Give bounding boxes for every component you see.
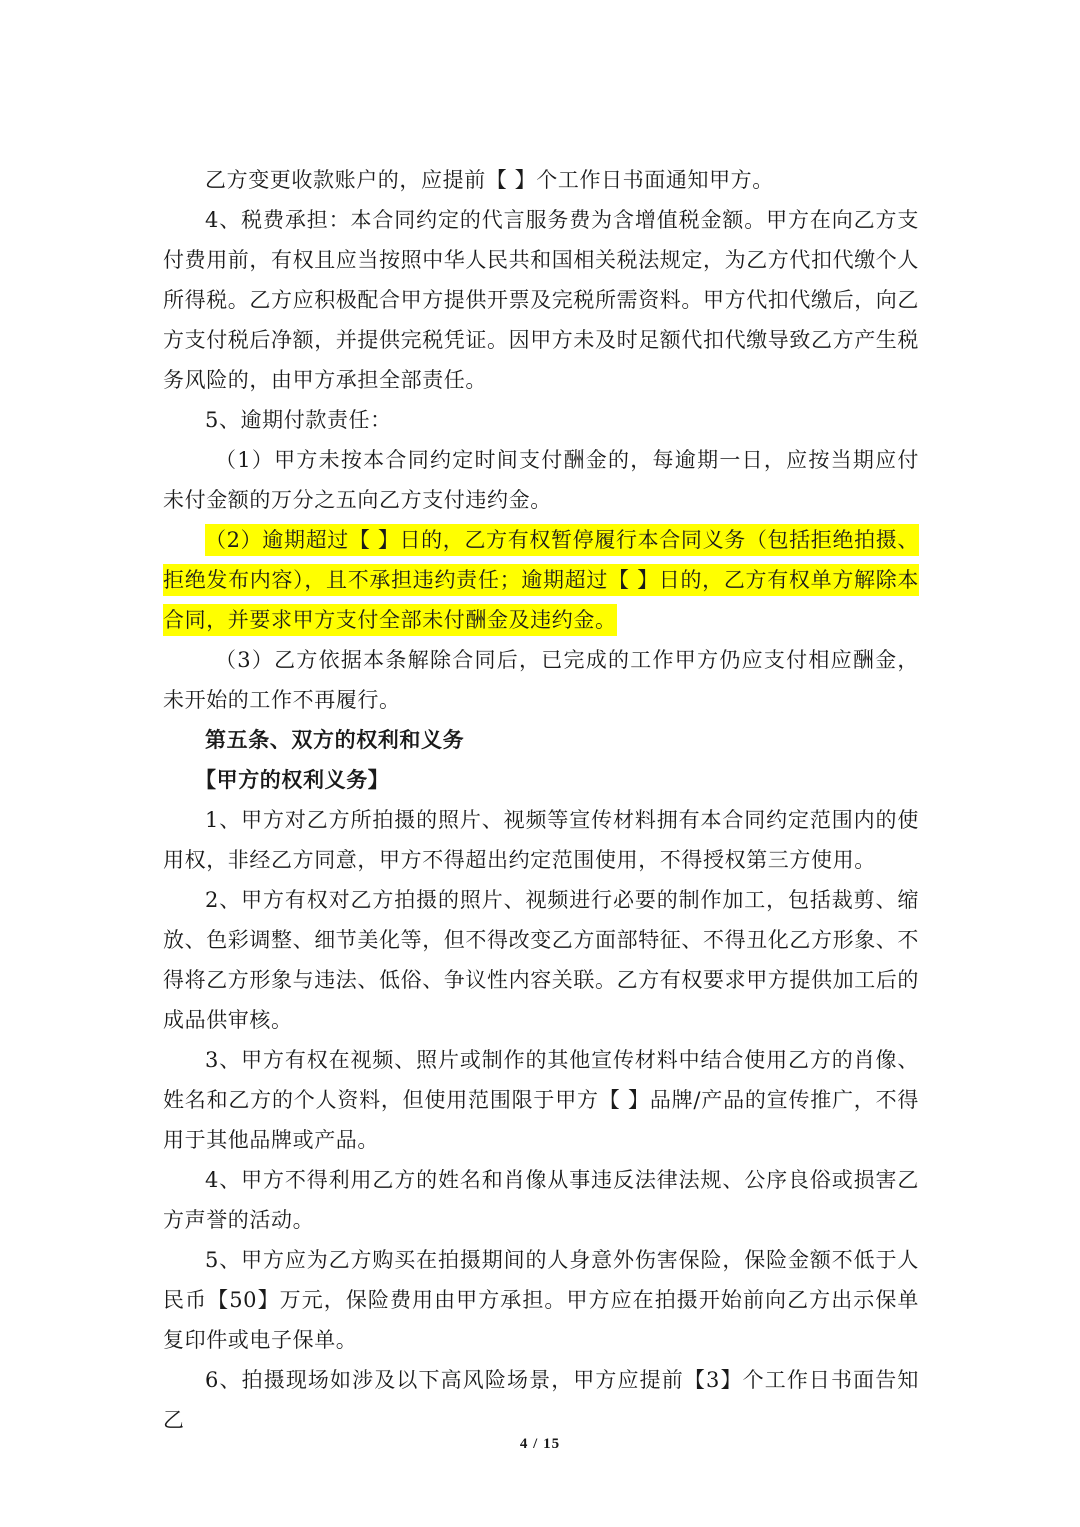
paragraph-tax: 4、税费承担：本合同约定的代言服务费为含增值税金额。甲方在向乙方支付费用前，有权且应当按照中华人民共和国相关税法规定，为乙方代扣代缴个人所得税。乙方应积极配合甲方提供开票及完税所需资料。甲方代扣代缴后，向乙方支付税后净额，并提供完税凭证。因甲方未及时足额代扣代缴导致乙方产生税务风险的，由甲方承担全部责任。 [163, 208, 919, 392]
highlighted-clause: （2）逾期超过【 】日的，乙方有权暂停履行本合同义务（包括拒绝拍摄、拒绝发布内容），且不承担违约责任；逾期超过【 】日的，乙方有权单方解除本合同，并要求甲方支付全部未付酬金及违约金。 [163, 524, 919, 636]
paragraph-account-change: 乙方变更收款账户的，应提前【 】个工作日书面通知甲方。 [205, 168, 774, 192]
subsection-title-party-a: 【甲方的权利义务】 [195, 768, 390, 792]
paragraph-insurance: 5、甲方应为乙方购买在拍摄期间的人身意外伤害保险，保险金额不低于人民币【50】万元，保险费用由甲方承担。甲方应在拍摄开始前向乙方出示保单复印件或电子保单。 [163, 1248, 919, 1352]
paragraph-prohibited-use: 4、甲方不得利用乙方的姓名和肖像从事违反法律法规、公序良俗或损害乙方声誉的活动。 [163, 1168, 919, 1232]
document-page [163, 160, 919, 1440]
page-number: 4 / 15 [519, 1436, 561, 1452]
paragraph-editing-rights: 2、甲方有权对乙方拍摄的照片、视频进行必要的制作加工，包括裁剪、缩放、色彩调整、细节美化等，但不得改变乙方面部特征、不得丑化乙方形象、不得将乙方形象与违法、低俗、争议性内容关联。乙方有权要求甲方提供加工后的成品供审核。 [163, 888, 919, 1032]
paragraph-late-payment-2 [163, 520, 919, 640]
paragraph-late-payment-3: （3）乙方依据本条解除合同后，已完成的工作甲方仍应支付相应酬金，未开始的工作不再履行。 [163, 648, 919, 712]
paragraph-portrait-usage: 3、甲方有权在视频、照片或制作的其他宣传材料中结合使用乙方的肖像、姓名和乙方的个人资料，但使用范围限于甲方【 】品牌/产品的宣传推广，不得用于其他品牌或产品。 [163, 1048, 919, 1152]
paragraph-late-payment-heading: 5、逾期付款责任： [205, 408, 392, 432]
paragraph-usage-rights: 1、甲方对乙方所拍摄的照片、视频等宣传材料拥有本合同约定范围内的使用权，非经乙方同意，甲方不得超出约定范围使用，不得授权第三方使用。 [163, 808, 919, 872]
section-title-rights-obligations: 第五条、双方的权利和义务 [205, 728, 465, 752]
paragraph-late-payment-1: （1）甲方未按本合同约定时间支付酬金的，每逾期一日，应按当期应付未付金额的万分之五向乙方支付违约金。 [163, 448, 919, 512]
paragraph-high-risk: 6、拍摄现场如涉及以下高风险场景，甲方应提前【3】个工作日书面告知乙 [163, 1368, 919, 1432]
